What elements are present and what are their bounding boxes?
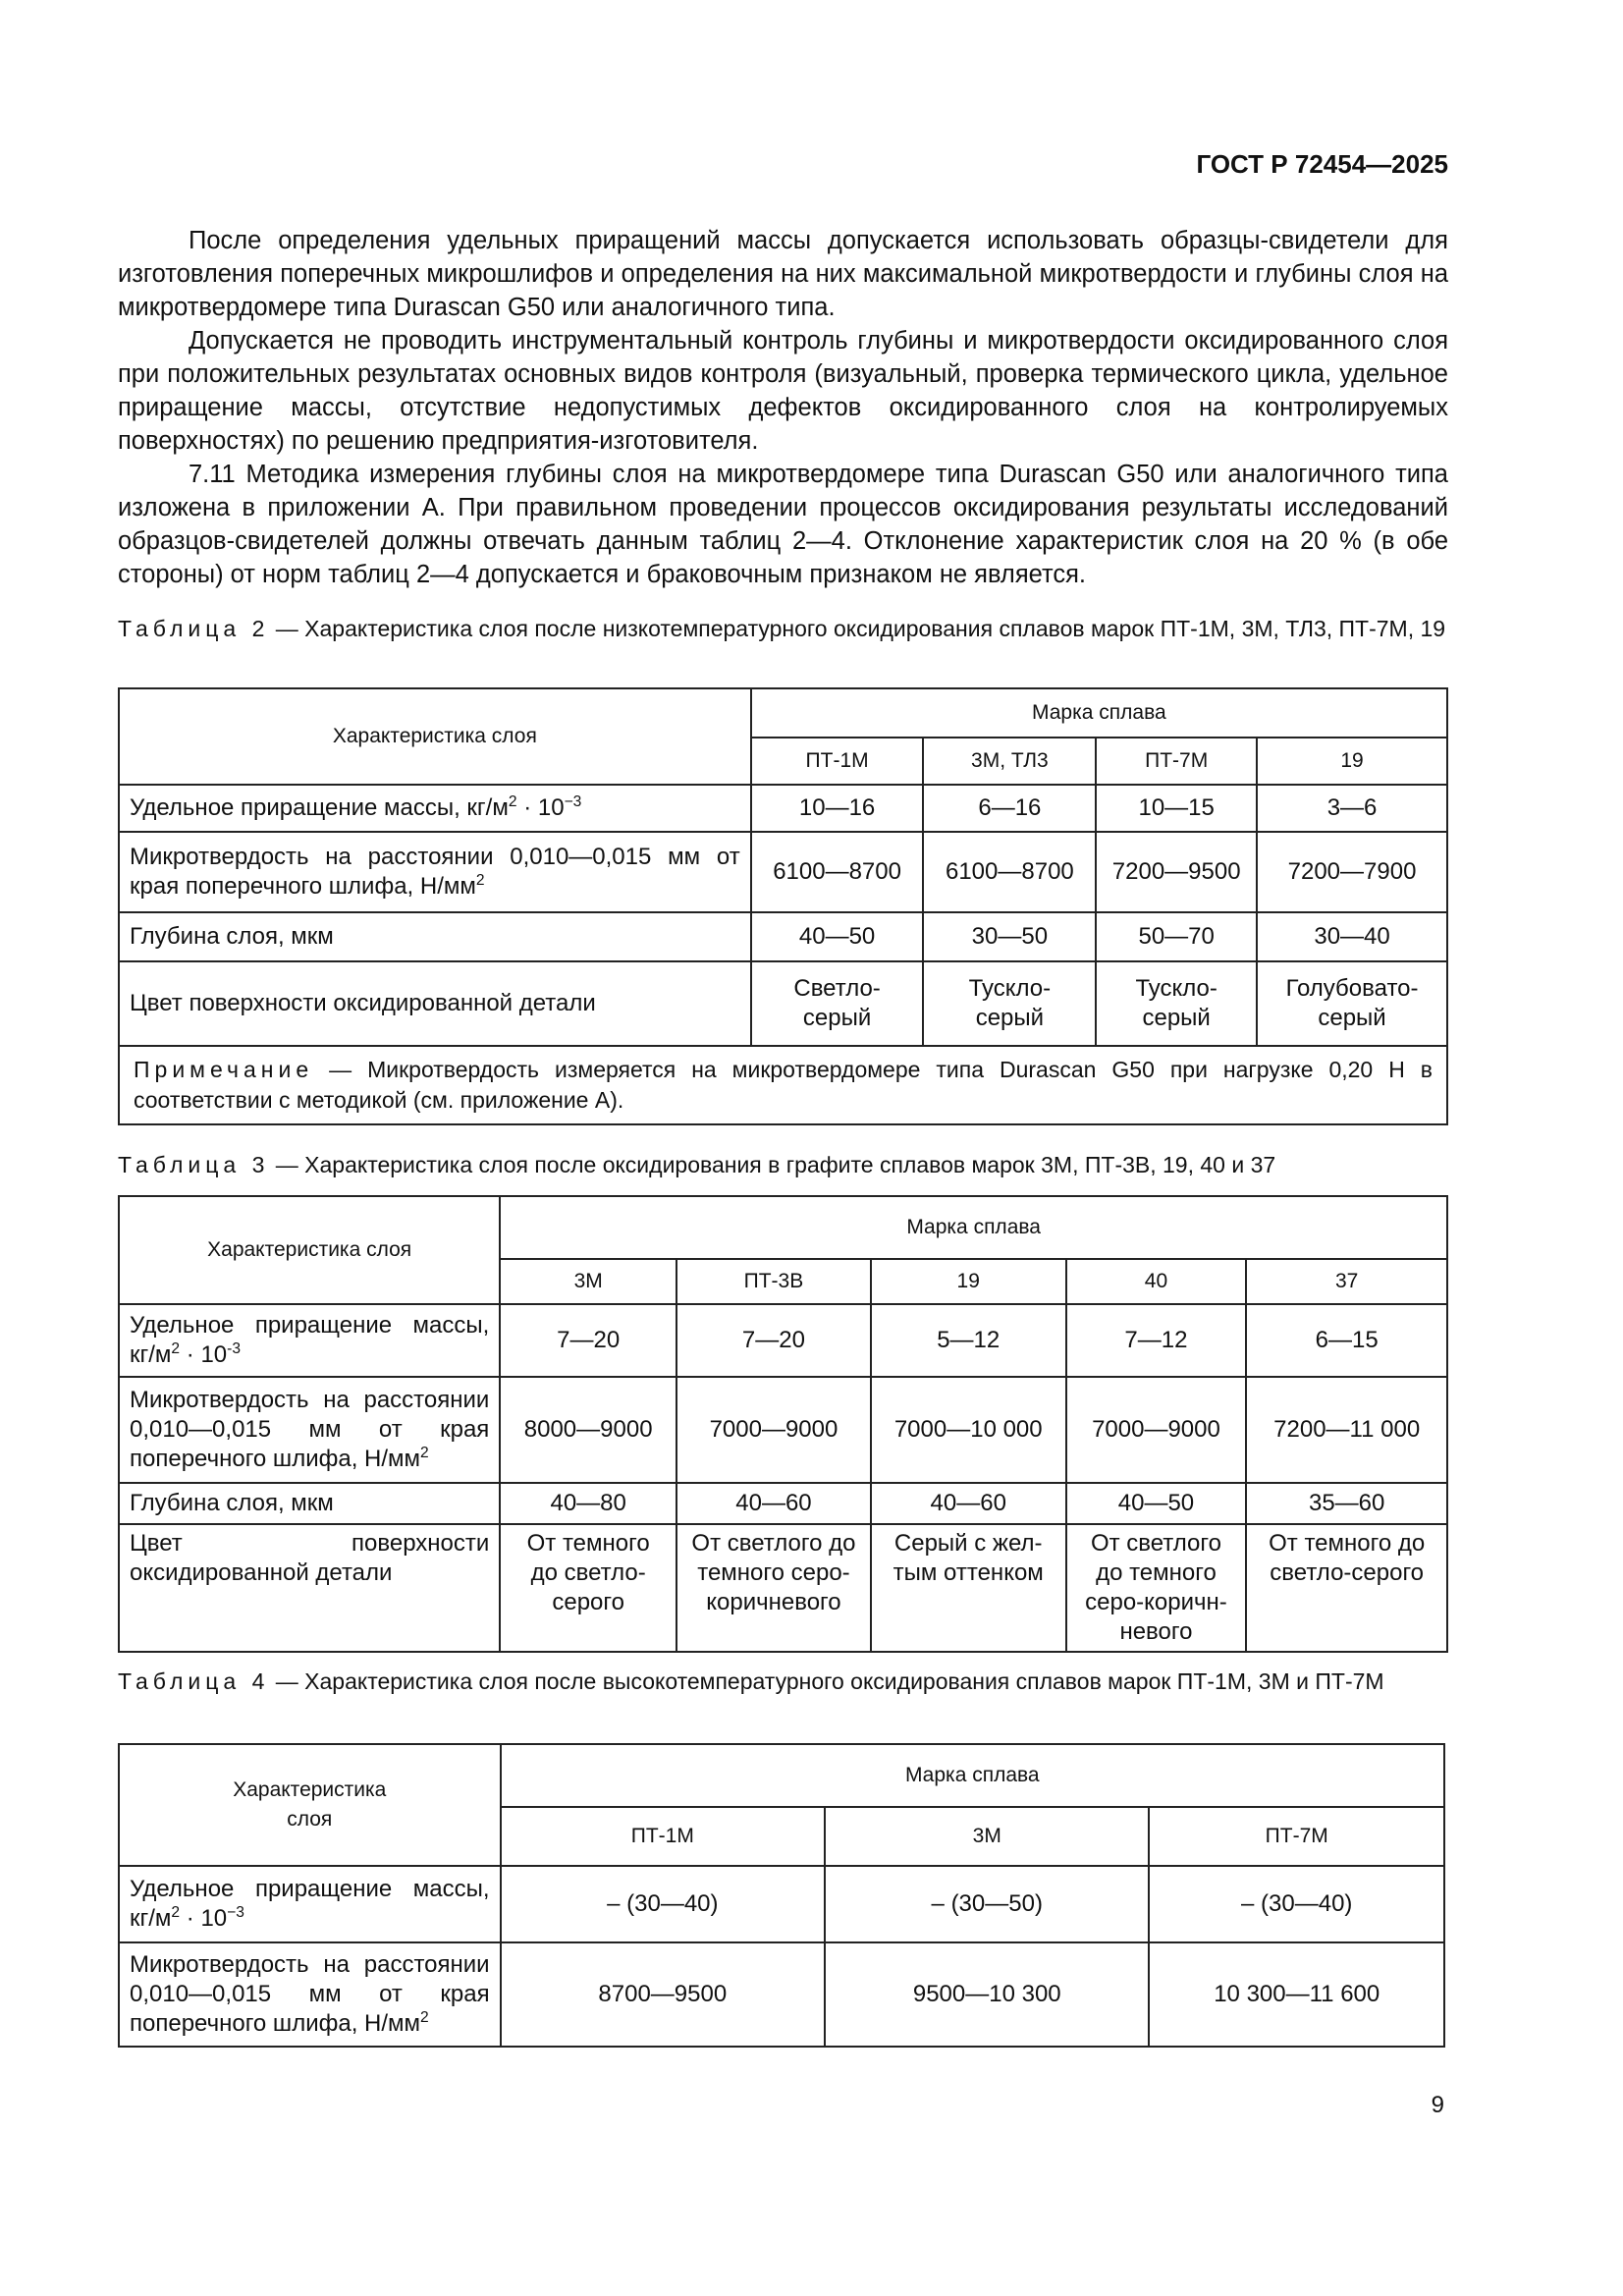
table-cell: От темного до светло- серого [500,1524,676,1652]
table-row [119,961,1447,1046]
row-label: Микротвердость на расстоянии 0,010—0,015 мм от края поперечного шлифа, $Н/мм^2$ [119,1377,500,1483]
table-cell: 40—80 [500,1483,676,1524]
table2-note [119,1046,1447,1124]
note-text: — Микротвердость измеряется на микротвердомере типа Durascan G50 при нагрузке 0,20 Н в соответствии с методикой (см. приложение А). [134,1057,1433,1113]
table-cell: 6—16 [923,785,1096,832]
row-label: Цвет поверхности оксидированной детали [119,1524,500,1652]
table-row [119,1866,1444,1942]
row-label: Удельное приращение массы, $кг/м^2 \cdot 10^{-3}$ [119,1304,500,1377]
paragraph: Допускается не проводить инструментальный контроль глубины и микротвердости оксидированного слоя при положительных результатах основных видов контроля (визуальный, проверка термического цикла, удельное приращение массы, отсутствие недопустимых дефектов оксидированного слоя на контролируемых поверхностях) по решению предприятия-изготовителя. [118,327,1448,455]
table-row [119,1483,1447,1524]
table3-col: 37 [1246,1259,1447,1304]
table-row [119,1304,1447,1377]
table-cell: 10—15 [1096,785,1257,832]
table4-caption [118,1667,1448,1697]
document-code: ГОСТ Р 72454—2025 [1196,149,1448,179]
table-cell: 8000—9000 [500,1377,676,1483]
table3-caption-text: — Характеристика слоя после оксидирования в графите сплавов марок 3М, ПТ-3В, 19, 40 и 37 [269,1152,1276,1177]
table-cell: 6100—8700 [923,832,1096,912]
table-row [119,1524,1447,1652]
table3-head-group: Марка сплава [500,1196,1447,1259]
paragraph: После определения удельных приращений массы допускается использовать образцы-свидетели для изготовления поперечных микрошлифов и определения на них максимальной микротвердости и глубины слоя на микротвердомере типа Durascan G50 или аналогичного типа. [118,227,1448,321]
table3-col: 19 [871,1259,1066,1304]
table2-label: Таблица 2 [118,616,270,641]
table-cell: 7200—9500 [1096,832,1257,912]
table3-caption [118,1150,1448,1180]
row-label: Удельное приращение массы, $кг/м^2 \cdot 10^{-3}$ [119,785,751,832]
table-cell: 9500—10 300 [825,1942,1149,2047]
table-cell: 7000—9000 [676,1377,871,1483]
table-cell: 6—15 [1246,1304,1447,1377]
table-cell: 10 300—11 600 [1149,1942,1444,2047]
table-cell: 40—60 [871,1483,1066,1524]
table-cell: 40—60 [676,1483,871,1524]
table2-col: ПТ-1М [751,738,924,785]
table-cell: 7—20 [500,1304,676,1377]
table-cell: 50—70 [1096,912,1257,961]
table4-head-group: Марка сплава [501,1744,1444,1807]
table3-col: 40 [1066,1259,1247,1304]
table-cell: Тускло- серый [923,961,1096,1046]
table2-head-char: Характеристика слоя [119,688,751,785]
table-cell: 7000—10 000 [871,1377,1066,1483]
table4-label: Таблица 4 [118,1668,270,1694]
table3 [118,1195,1448,1653]
table-cell: – (30—40) [1149,1866,1444,1942]
table4 [118,1743,1445,2048]
table-cell: 30—40 [1257,912,1447,961]
table-row [119,912,1447,961]
table-cell: 7—20 [676,1304,871,1377]
row-label: Удельное приращение массы, $кг/м^2 \cdot 10^{-3}$ [119,1866,501,1942]
table2-col: 3М, ТЛ3 [923,738,1096,785]
table2-col: 19 [1257,738,1447,785]
table-cell: 5—12 [871,1304,1066,1377]
table-row [119,1942,1444,2047]
row-label: Глубина слоя, мкм [119,1483,500,1524]
row-label: Глубина слоя, мкм [119,912,751,961]
table2-caption [118,614,1448,644]
table-cell: 7000—9000 [1066,1377,1247,1483]
body-text [118,224,1448,591]
table-cell: 7—12 [1066,1304,1247,1377]
table4-head-char: Характеристика слоя [119,1744,501,1866]
table3-head-char: Характеристика слоя [119,1196,500,1304]
table-cell: От светлого до темного серо-коричн- невого [1066,1524,1247,1652]
table-cell: От светлого до темного серо- коричневого [676,1524,871,1652]
row-label: Микротвердость на расстоянии 0,010—0,015 мм от края поперечного шлифа, $Н/мм^2$ [119,832,751,912]
row-label: Микротвердость на расстоянии 0,010—0,015 мм от края поперечного шлифа, $Н/мм^2$ [119,1942,501,2047]
table-row [119,785,1447,832]
table-cell: Тускло- серый [1096,961,1257,1046]
table-cell: Серый с жел- тым оттенком [871,1524,1066,1652]
table3-col: ПТ-3В [676,1259,871,1304]
paragraph: 7.11 Методика измерения глубины слоя на микротвердомере типа Durascan G50 или аналогичного типа изложена в приложении А. При правильном проведении процессов оксидирования результаты исследований образцов-свидетелей должны отвечать данным таблиц 2—4. Отклонение характеристик слоя на 20 % (в обе стороны) от норм таблиц 2—4 допускается и браковочным признаком не является. [118,461,1448,588]
table4-col: ПТ-7М [1149,1807,1444,1866]
table-cell: – (30—40) [501,1866,825,1942]
table-cell: 35—60 [1246,1483,1447,1524]
table-cell: 10—16 [751,785,924,832]
table-cell: 7200—7900 [1257,832,1447,912]
table-cell: 40—50 [751,912,924,961]
table-cell: От темного до светло-серого [1246,1524,1447,1652]
page-number: 9 [1431,2092,1444,2118]
table2-col: ПТ-7М [1096,738,1257,785]
table3-col: 3М [500,1259,676,1304]
table-row [119,832,1447,912]
note-label: Примечание [134,1057,314,1082]
table-cell: 7200—11 000 [1246,1377,1447,1483]
table-cell: 8700—9500 [501,1942,825,2047]
table4-col: 3М [825,1807,1149,1866]
table-cell: 3—6 [1257,785,1447,832]
table-cell: – (30—50) [825,1866,1149,1942]
table2-caption-text: — Характеристика слоя после низкотемпературного оксидирования сплавов марок ПТ-1М, 3М, ТЛ3, ПТ-7М, 19 [269,616,1446,641]
table-cell: Светло- серый [751,961,924,1046]
table-cell: 40—50 [1066,1483,1247,1524]
table-cell: 6100—8700 [751,832,924,912]
table-cell: Голубовато- серый [1257,961,1447,1046]
table-cell: 30—50 [923,912,1096,961]
table2 [118,687,1448,1125]
row-label: Цвет поверхности оксидированной детали [119,961,751,1046]
table4-col: ПТ-1М [501,1807,825,1866]
table-row [119,1377,1447,1483]
table2-head-group: Марка сплава [751,688,1447,738]
table4-caption-text: — Характеристика слоя после высокотемпературного оксидирования сплавов марок ПТ-1М, 3М и ПТ-7М [269,1668,1384,1694]
table3-label: Таблица 3 [118,1152,270,1177]
